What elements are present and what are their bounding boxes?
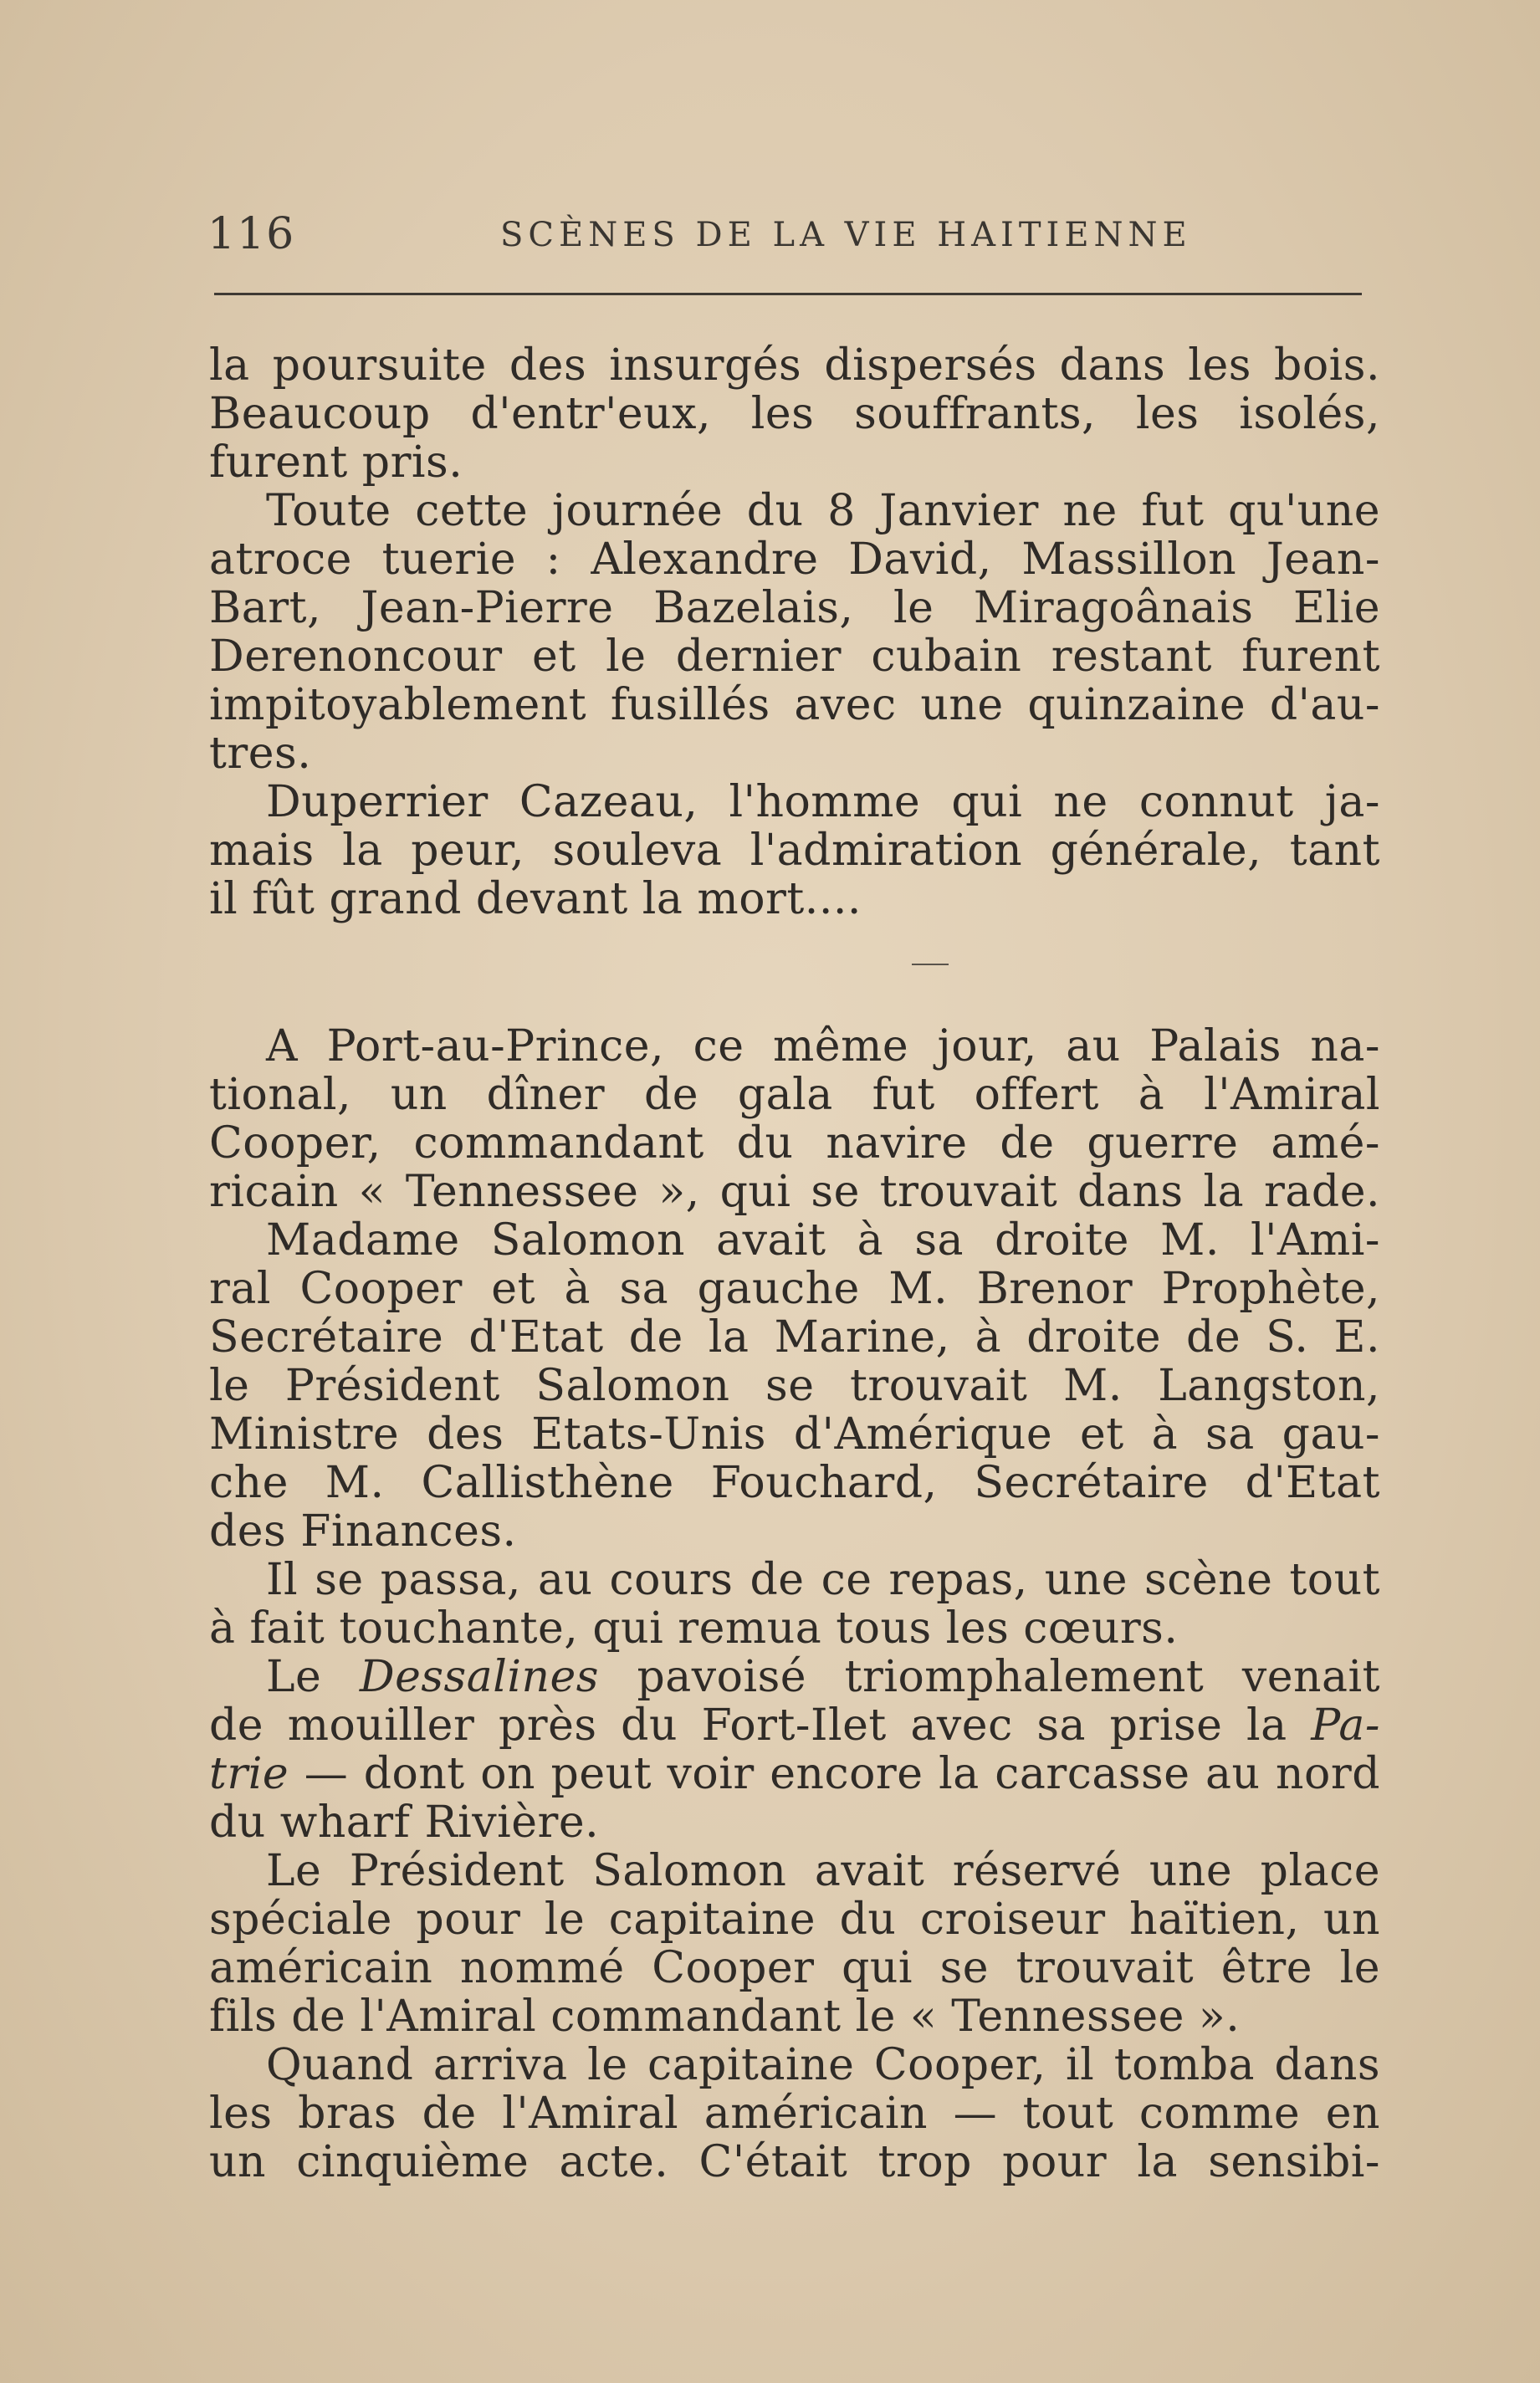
text-line: la poursuite des insurgés dispersés dans les bois.: [209, 340, 1380, 391]
text-line: [209, 1653, 1380, 1701]
text-line: impitoyablement fusillés avec une quinzaine d'au-: [209, 680, 1380, 730]
running-title: SCÈNES DE LA VIE HAITIENNE: [500, 216, 1192, 254]
header-rule: [214, 293, 1362, 295]
paragraph-1: [209, 341, 1380, 487]
section-break-dash: [912, 964, 949, 965]
text-line: Ministre des Etats-Unis d'Amérique et à sa gau-: [209, 1409, 1380, 1460]
text-line: fils de l'Amiral commandant le « Tennessee ».: [209, 1992, 1241, 2042]
paragraph-2: [209, 487, 1380, 778]
text-line: furent pris.: [209, 437, 463, 488]
text-line: ral Cooper et à sa gauche M. Brenor Prophète,: [209, 1264, 1380, 1314]
text-line: tres.: [209, 729, 312, 779]
text-line: américain nommé Cooper qui se trouvait être le: [209, 1943, 1380, 1993]
text-line: le Président Salomon se trouvait M. Langston,: [209, 1361, 1380, 1411]
text-line: un cinquième acte. C'était trop pour la sensibi-: [209, 2137, 1380, 2187]
paragraph-3: [209, 778, 1380, 923]
text-line: Secrétaire d'Etat de la Marine, à droite de S. E.: [209, 1312, 1380, 1363]
paragraph-5: [209, 1216, 1380, 1556]
text-line: Toute cette journée du 8 Janvier ne fut qu'une: [266, 486, 1380, 536]
text-line: [209, 1701, 1380, 1750]
text-line: [209, 1750, 1380, 1798]
text-line: Il se passa, au cours de ce repas, une scène tout: [266, 1555, 1380, 1605]
text-line: spéciale pour le capitaine du croiseur haïtien, un: [209, 1895, 1380, 1945]
text-run: Le: [266, 1652, 360, 1702]
ship-name-dessalines: Dessalines: [359, 1652, 599, 1702]
text-run: de mouiller près du Fort-Ilet avec sa prise la: [209, 1700, 1312, 1751]
running-head: [207, 209, 1362, 268]
section-break: [209, 923, 1380, 1022]
text-line: il fût grand devant la mort....: [209, 874, 862, 924]
ship-name-patrie-part-1: Pa-: [1311, 1700, 1380, 1751]
text-line: Derenoncour et le dernier cubain restant furent: [209, 632, 1380, 682]
text-line: des Finances.: [209, 1506, 517, 1557]
text-line: à fait touchante, qui remua tous les cœurs.: [209, 1603, 1179, 1654]
text-line: mais la peur, souleva l'admiration générale, tant: [209, 826, 1380, 876]
paragraph-9: [209, 2041, 1380, 2186]
text-line: Madame Salomon avait à sa droite M. l'Ami-: [266, 1215, 1380, 1266]
text-line: A Port-au-Prince, ce même jour, au Palais na-: [266, 1021, 1380, 1071]
paragraph-7: [209, 1653, 1380, 1847]
body-text: [209, 341, 1380, 2186]
text-line: ricain « Tennessee », qui se trouvait dans la rade.: [209, 1167, 1380, 1217]
text-line: Quand arriva le capitaine Cooper, il tomba dans: [266, 2040, 1380, 2090]
text-line: Cooper, commandant du navire de guerre amé-: [209, 1118, 1380, 1168]
text-line: Le Président Salomon avait réservé une place: [266, 1846, 1380, 1896]
text-line: les bras de l'Amiral américain — tout comme en: [209, 2089, 1380, 2139]
text-line: atroce tuerie : Alexandre David, Massillon Jean-: [209, 534, 1380, 585]
text-line: Duperrier Cazeau, l'homme qui ne connut ja-: [266, 777, 1380, 827]
text-line: du wharf Rivière.: [209, 1797, 600, 1848]
paragraph-8: [209, 1847, 1380, 2041]
paragraph-4: [209, 1022, 1380, 1216]
text-line: che M. Callisthène Fouchard, Secrétaire d'Etat: [209, 1458, 1380, 1508]
text-line: Beaucoup d'entr'eux, les souffrants, les isolés,: [209, 389, 1380, 439]
ship-name-patrie-part-2: trie: [209, 1749, 289, 1799]
text-run: pavoisé triomphalement venait: [598, 1652, 1380, 1702]
text-run: — dont on peut voir encore la carcasse au nord: [289, 1749, 1380, 1799]
paragraph-6: [209, 1556, 1380, 1653]
text-line: tional, un dîner de gala fut offert à l'Amiral: [209, 1070, 1380, 1120]
page-number: 116: [207, 209, 296, 259]
text-line: Bart, Jean-Pierre Bazelais, le Miragoânais Elie: [209, 583, 1380, 633]
